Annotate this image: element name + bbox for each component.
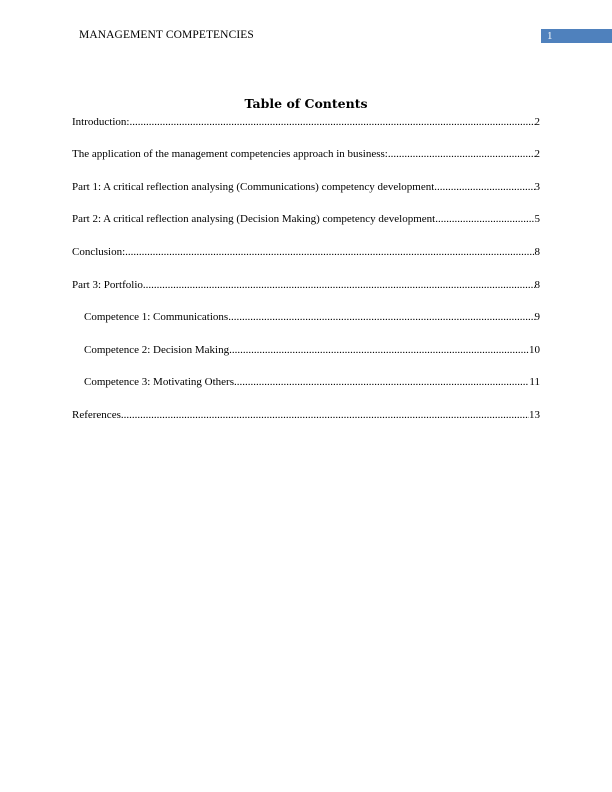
toc-entry-label: Competence 1: Communications	[84, 311, 229, 323]
toc-entry-competence-1[interactable]	[84, 311, 540, 324]
toc-entry-label: Part 2: A critical reflection analysing (Decision Making) competency development	[72, 213, 436, 225]
dot-leader	[125, 246, 534, 259]
toc-entry-page: 11	[529, 376, 540, 388]
toc-entry-label: References	[72, 409, 121, 421]
page-number: 1	[547, 30, 553, 42]
toc-entry-part-3[interactable]	[72, 279, 540, 292]
toc-entry-label: Introduction:	[72, 116, 130, 128]
toc-title: Table of Contents	[244, 96, 368, 111]
toc-entry-label: Part 3: Portfolio	[72, 279, 143, 291]
dot-leader	[434, 181, 534, 194]
dot-leader	[143, 279, 535, 292]
dot-leader	[435, 213, 534, 226]
toc-entry-conclusion[interactable]	[72, 246, 540, 259]
dot-leader	[234, 376, 529, 389]
toc-entry-page: 8	[534, 279, 540, 291]
dot-leader	[121, 409, 529, 422]
running-header-title: MANAGEMENT COMPETENCIES	[79, 29, 254, 41]
dot-leader	[228, 311, 534, 324]
toc-entry-part-1[interactable]	[72, 181, 540, 194]
toc-entry-page: 8	[534, 246, 540, 258]
toc-entry-page: 2	[534, 116, 540, 128]
toc-entry-label: Conclusion:	[72, 246, 126, 258]
toc-entry-part-2[interactable]	[72, 213, 540, 226]
dot-leader	[229, 344, 529, 357]
toc-entry-label: Competence 3: Motivating Others	[84, 376, 234, 388]
dot-leader	[388, 148, 535, 161]
toc-entry-page: 2	[534, 148, 540, 160]
toc-entry-competence-3[interactable]	[84, 376, 540, 389]
toc-entry-label: Part 1: A critical reflection analysing (Communications) competency development	[72, 181, 435, 193]
toc-entry-page: 10	[529, 344, 540, 356]
toc-entry-page: 5	[534, 213, 540, 225]
toc-entry-page: 9	[534, 311, 540, 323]
toc-entry-page: 13	[529, 409, 540, 421]
dot-leader	[129, 116, 534, 129]
toc-entry-competence-2[interactable]	[84, 344, 540, 357]
toc-entry-label: The application of the management competencies approach in business:	[72, 148, 388, 160]
toc-entry-introduction[interactable]	[72, 116, 540, 129]
toc-entry-references[interactable]	[72, 409, 540, 422]
toc-entry-page: 3	[534, 181, 540, 193]
page-number-badge	[541, 29, 612, 43]
toc-entry-label: Competence 2: Decision Making	[84, 344, 230, 356]
toc-entry-application[interactable]	[72, 148, 540, 161]
